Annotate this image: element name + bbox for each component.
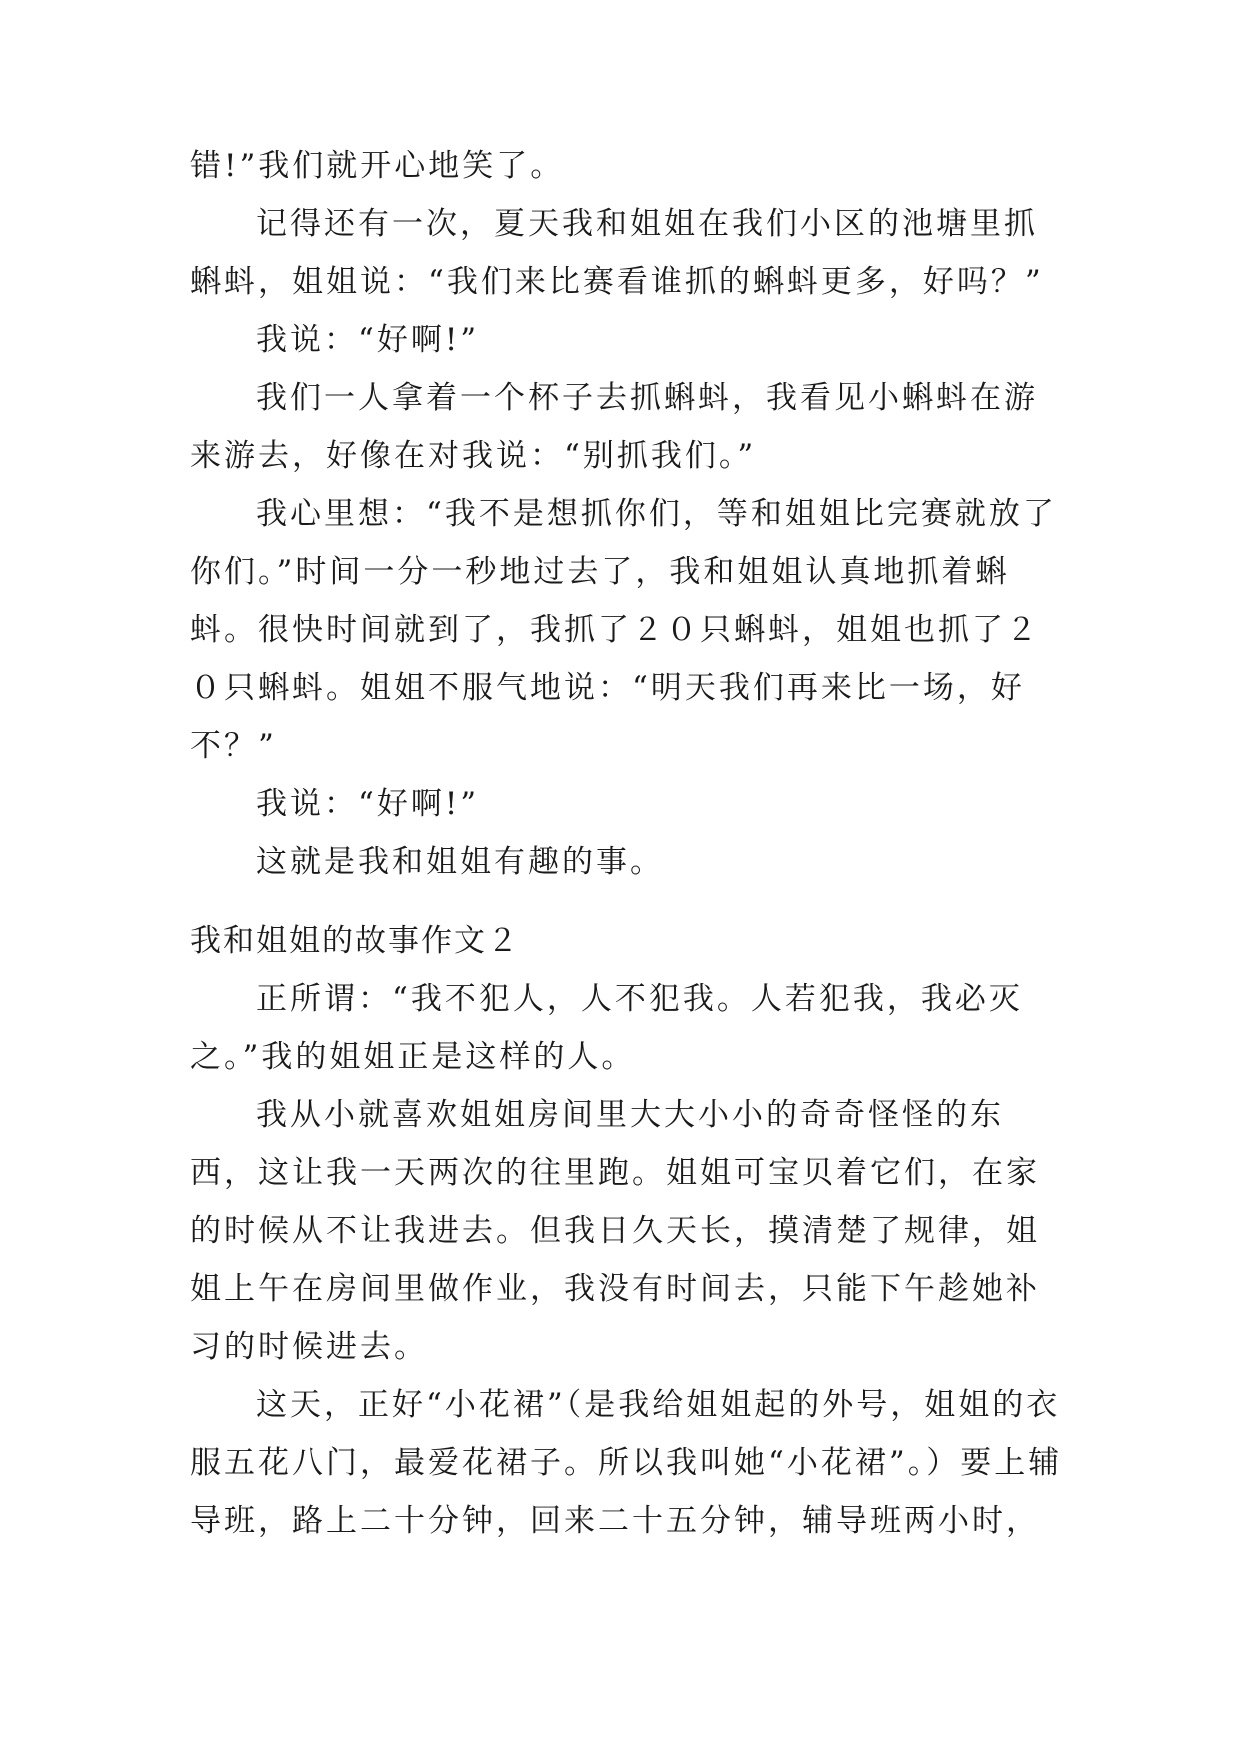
paragraph-that-day: 这天，正好“小花裙”（是我给姐姐起的外号，姐姐的衣服五花八门，最爱花裙子。所以我叫她“小花裙”。）要上辅导班，路上二十分钟，回来二十五分钟，辅导班两小时，	[190, 1387, 1063, 1539]
paragraph-saying: 正所谓：“我不犯人，人不犯我。人若犯我，我必灭之。”我的姐姐正是这样的人。	[190, 981, 1023, 1075]
story-section-1	[190, 137, 1070, 891]
paragraph-reply-2: 我说：“好啊!”	[256, 786, 480, 822]
paragraph-reply: 我说：“好啊!”	[256, 322, 480, 358]
paragraph-ending: 这就是我和姐姐有趣的事。	[256, 844, 664, 880]
essay-title: 我和姐姐的故事作文２	[190, 923, 520, 959]
paragraph-tadpole-contest: 记得还有一次，夏天我和姐姐在我们小区的池塘里抓蝌蚪，姐姐说：“我们来比赛看谁抓的蝌蚪更多，好吗？”	[190, 206, 1044, 300]
paragraph-continuation: 错!”我们就开心地笑了。	[190, 148, 565, 184]
paragraph-thinking: 我心里想：“我不是想抓你们，等和姐姐比完赛就放了你们。”时间一分一秒地过去了，我和姐姐认真地抓着蝌蚪。很快时间就到了，我抓了２０只蝌蚪，姐姐也抓了２０只蝌蚪。姐姐不服气地说：“明天我们再来比一场，好不？”	[190, 496, 1057, 764]
story-section-2	[190, 970, 1070, 1550]
paragraph-sister-room: 我从小就喜欢姐姐房间里大大小小的奇奇怪怪的东西，这让我一天两次的往里跑。姐姐可宝贝着它们，在家的时候从不让我进去。但我日久天长，摸清楚了规律，姐姐上午在房间里做作业，我没有时间去，只能下午趁她补习的时候进去。	[190, 1097, 1040, 1365]
paragraph-catching: 我们一人拿着一个杯子去抓蝌蚪，我看见小蝌蚪在游来游去，好像在对我说：“别抓我们。”	[190, 380, 1038, 474]
